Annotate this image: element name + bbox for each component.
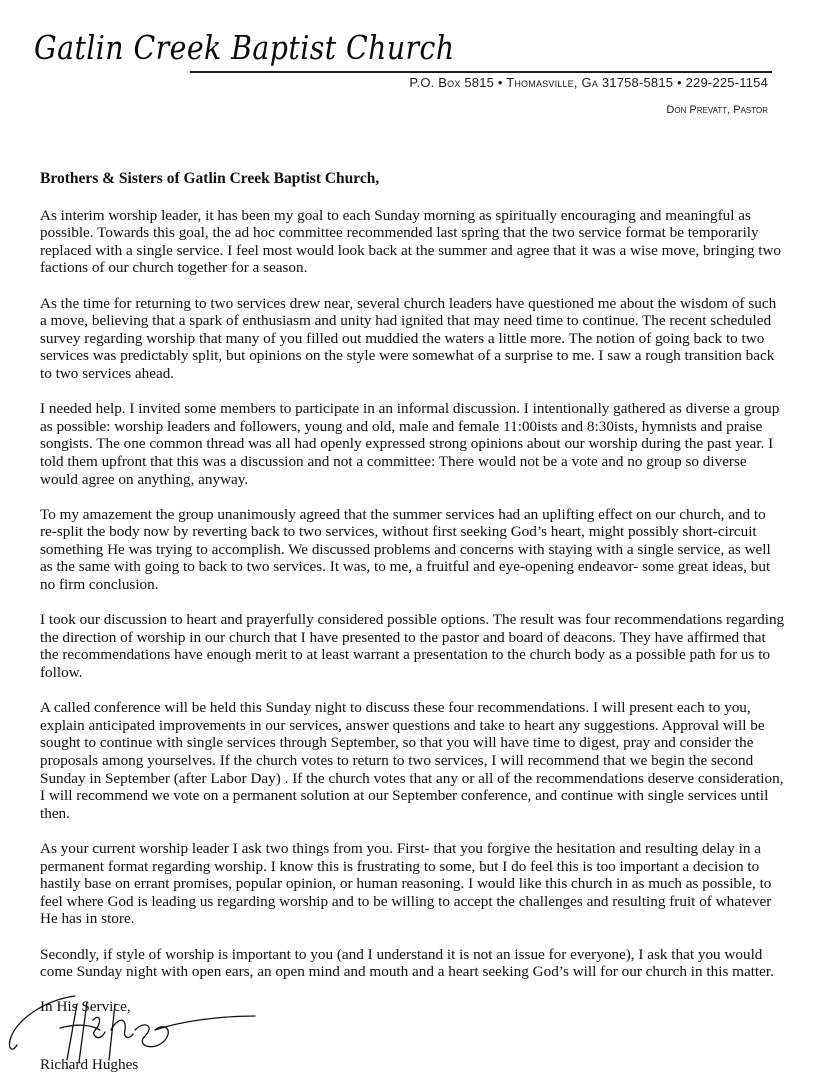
paragraph-5: I took our discussion to heart and prayerfully considered possible options. The result was four recommendations regarding the direction of worship in our church that I have presented to the pastor and board of deacons. They have affirmed that the recommendations have enough merit to at least warrant a presentation to the church body as a possible path for us to follow. <box>40 611 785 682</box>
closing-phrase: In His Service, <box>40 998 131 1016</box>
letterhead-divider <box>190 71 772 73</box>
paragraph-2: As the time for returning to two services drew near, several church leaders have questioned me about the wisdom of such a move, believing that a spark of enthusiasm and unity had ignited that may need time to continue. The recent scheduled survey regarding worship that many of you filled out muddied the waters a little more. The notion of going back to two services was predictably split, but opinions on the style were somewhat of a surprise to me. I saw a rough transition back to two services ahead. <box>40 294 777 382</box>
signer-name: Richard Hughes <box>40 1055 139 1073</box>
paragraph-3: I needed help. I invited some members to participate in an informal discussion. I intentionally gathered as diverse a group as possible: worship leaders and followers, young and old, male and female 11:00ists and 8:30ists, hymnists and praise songists. The one common thread was all had openly expressed strong opinions about our worship during the past year. I told them upfront that this was a discussion and not a committee: There would not be a vote and no group so diverse would agree on anything, anyway. <box>40 400 780 488</box>
paragraph-4: To my amazement the group unanimously agreed that the summer services had an uplifting effect on our church, and to re-split the body now by reverting back to two services, without first seeking God’s heart, might possibly short-circuit something He was trying to accomplish. We discussed problems and concerns with staying with a single service, as well as the same with going to back to two services. It was, to me, a fruitful and eye-opening endeavor- some great ideas, but no firm conclusion. <box>40 505 771 594</box>
paragraph-1: As interim worship leader, it has been my goal to each Sunday morning as spiritually encouraging and meaningful as possible. Towards this goal, the ad hoc committee recommended last spring that the two service format be temporarily replaced with a single service. I feel most would look back at the summer and agree that it was a wise move, bringing two factions of our church together for a season. <box>40 206 782 277</box>
paragraph-7: As your current worship leader I ask two things from you. First- that you forgive the hesitation and resulting delay in a permanent format regarding worship. I know this is frustrating to some, but I do feel this is too important a decision to hastily base on errant promises, popular opinion, or human reasoning. I would like this church in as much as possible, to feel where God is leading us regarding worship and to be willing to accept the challenges and resulting fruit of whatever He has in store. <box>40 839 772 928</box>
salutation: Brothers & Sisters of Gatlin Creek Baptist Church, <box>40 170 380 187</box>
church-address: P.O. Box 5815 • Thomasville, Ga 31758-5815 • 229-225-1154 <box>409 75 768 90</box>
letter-body <box>40 170 785 1074</box>
paragraph-6: A called conference will be held this Sunday night to discuss these four recommendations. I will present each to you, explain anticipated improvements in our services, answer questions and take to heart any suggestions. Approval will be sought to continue with single services through September, so that you will have time to digest, pray and consider the proposals among yourselves. If the church votes to return to two services, I will recommend that we begin the second Sunday in September (after Labor Day) . If the church votes that any or all of the recommendations deserve consideration, I will recommend we vote on a permanent solution at our September conference, and continue with single services until then. <box>40 699 784 822</box>
church-name: Gatlin Creek Baptist Church <box>34 28 455 67</box>
paragraph-8: Secondly, if style of worship is important to you (and I understand it is not an issue for everyone), I ask that you would come Sunday night with open ears, an open mind and mouth and a heart seeking God’s will for our church in this matter. <box>40 945 774 981</box>
closing-block <box>40 998 785 1073</box>
pastor-name: Don Prevatt, Pastor <box>666 104 768 116</box>
